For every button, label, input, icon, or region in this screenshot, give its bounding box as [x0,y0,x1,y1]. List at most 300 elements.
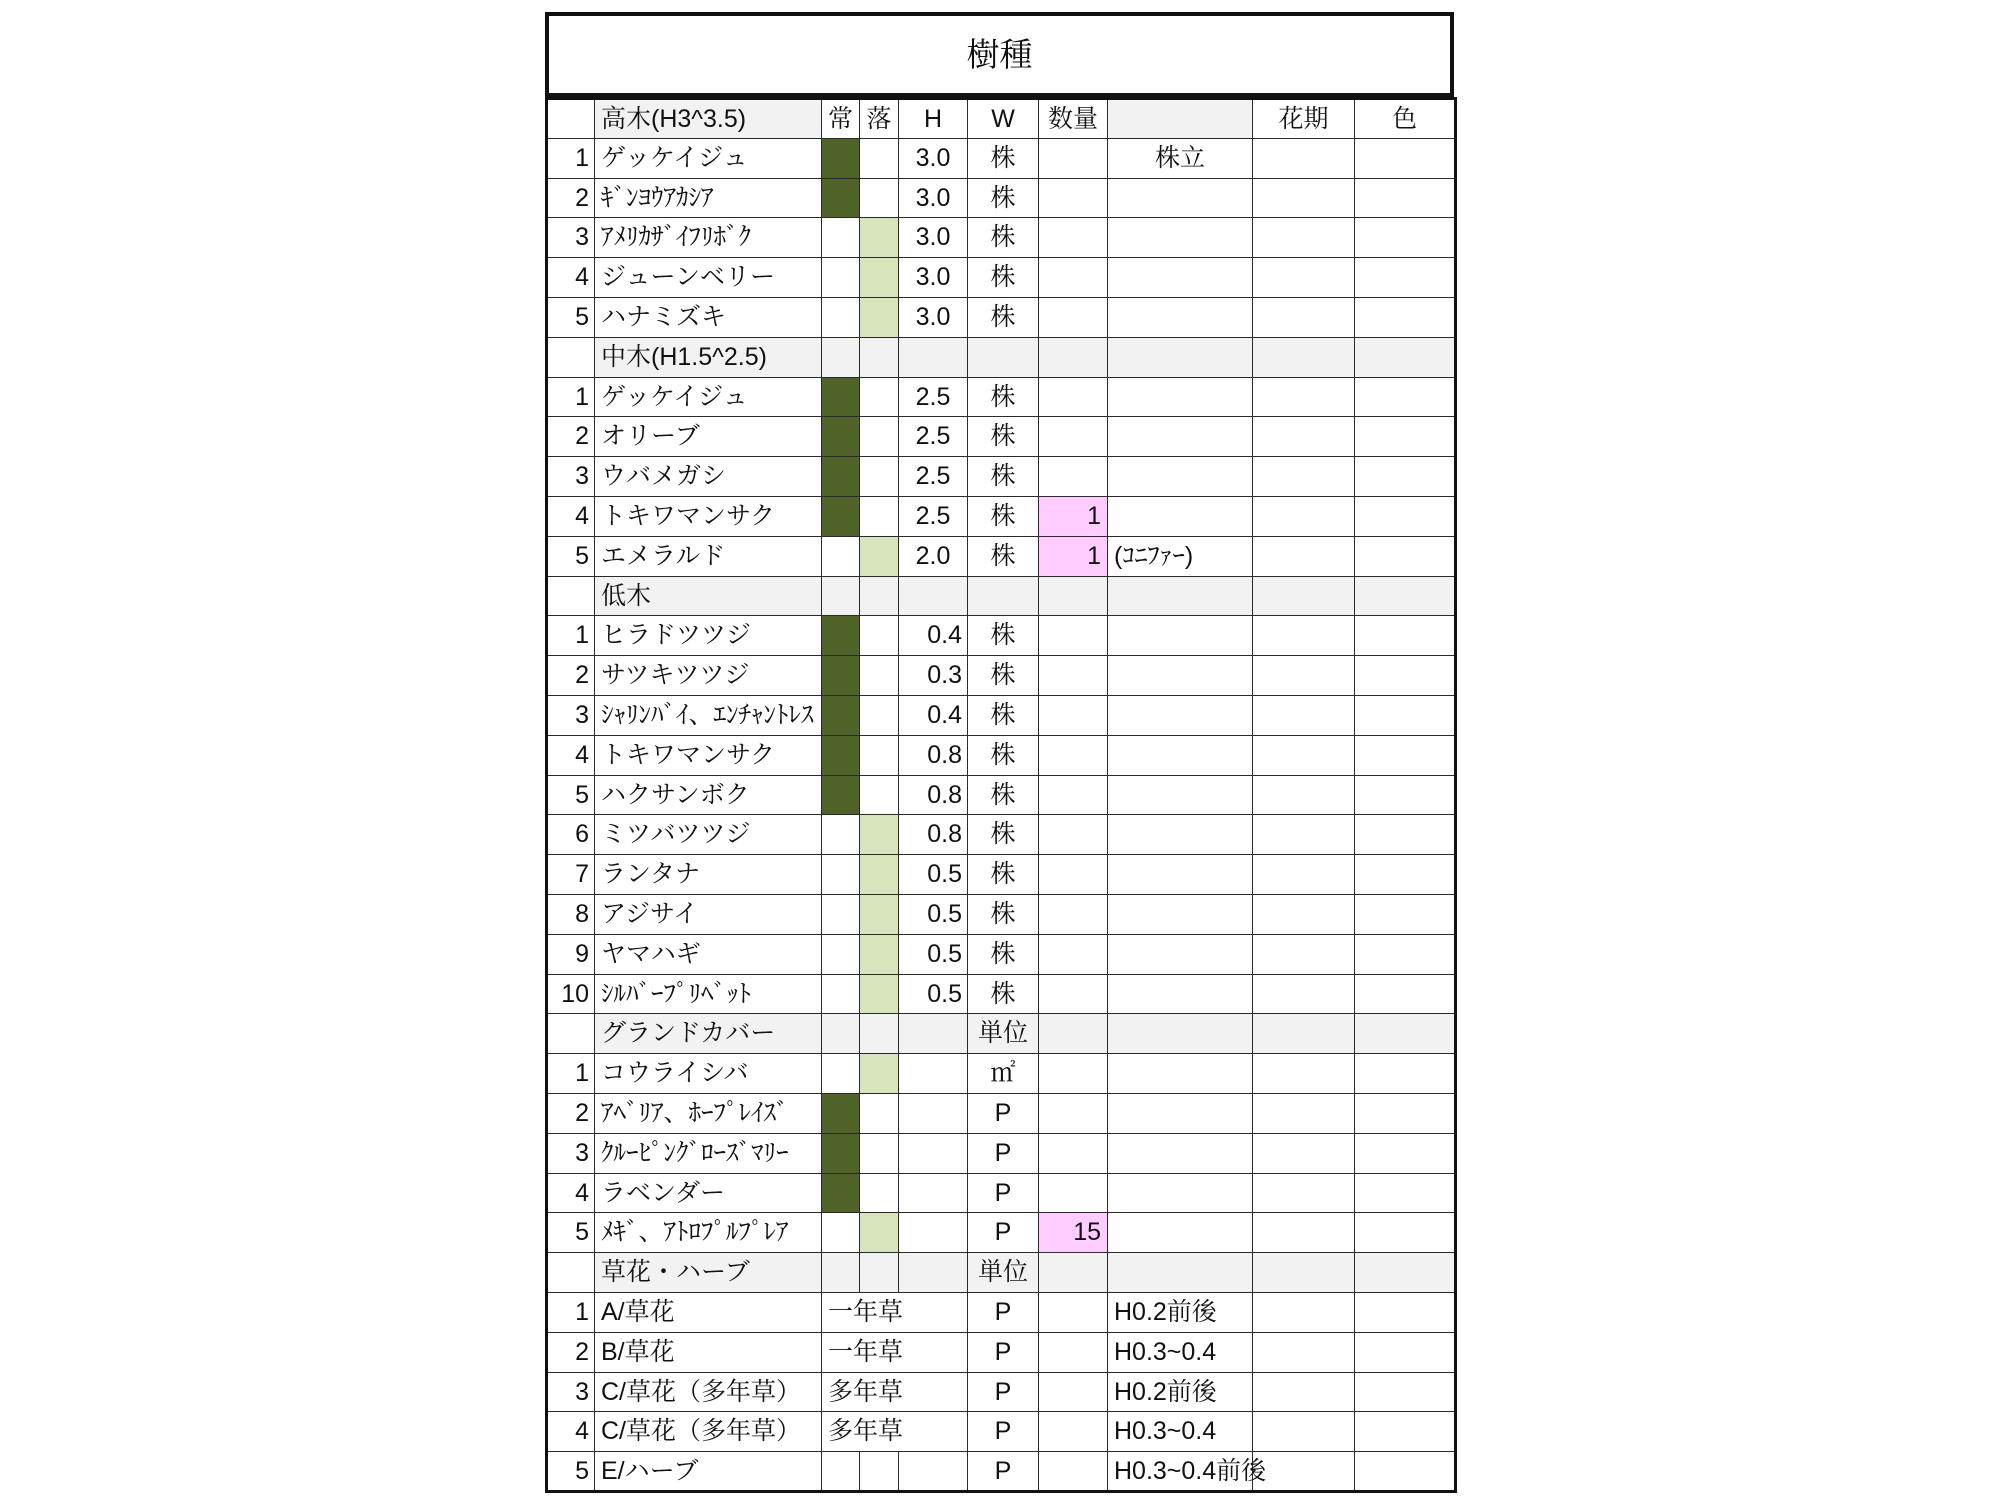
plant-name: B/草花 [595,1332,822,1372]
unit-value: P [968,1452,1039,1492]
evergreen-marker [822,695,860,735]
unit-value: 株 [968,138,1039,178]
note-value [1108,616,1253,656]
deciduous-marker [860,496,899,536]
note-value: (ｺﾆﾌｧｰ) [1108,536,1253,576]
unit-value: 株 [968,616,1039,656]
unit-value: 株 [968,775,1039,815]
row-number: 3 [547,695,595,735]
section-label: 草花・ハーブ [595,1253,822,1293]
plant-name: トキワマンサク [595,735,822,775]
column-header-row [547,99,1456,139]
row-number: 4 [547,735,595,775]
evergreen-marker [822,258,860,298]
color-cell [1355,815,1456,855]
deciduous-marker [860,417,899,457]
unit-value: 株 [968,735,1039,775]
unit-value: P [968,1292,1039,1332]
height-value: 0.4 [899,695,968,735]
plant-name: E/ハーブ [595,1452,822,1492]
bloom-cell [1253,1452,1355,1492]
plant-name: A/草花 [595,1292,822,1332]
plant-row [547,775,1456,815]
deciduous-marker [860,457,899,497]
note-value [1108,1173,1253,1213]
bloom-cell [1253,656,1355,696]
plant-row [547,1332,1456,1372]
height-cell [899,337,968,377]
note-value [1108,417,1253,457]
deciduous-cell [860,1014,899,1054]
quantity-value [1039,457,1108,497]
height-value [899,1054,968,1094]
plant-name: コウライシバ [595,1054,822,1094]
deciduous-column-header: 落 [860,99,899,139]
bloom-cell [1253,1412,1355,1452]
note-value [1108,1213,1253,1253]
quantity-value [1039,1412,1108,1452]
row-number: 4 [547,1173,595,1213]
color-cell [1355,377,1456,417]
plant-row [547,1054,1456,1094]
unit-value: ㎡ [968,1054,1039,1094]
row-number: 4 [547,1412,595,1452]
height-value: 2.5 [899,377,968,417]
note-value [1108,695,1253,735]
note-value [1108,1054,1253,1094]
height-value: 0.8 [899,735,968,775]
row-number: 2 [547,178,595,218]
quantity-value [1039,218,1108,258]
plant-row [547,258,1456,298]
plant-name: ﾒｷﾞ、ｱﾄﾛﾌﾟﾙﾌﾟﾚｱ [595,1213,822,1253]
row-number: 2 [547,1332,595,1372]
bloom-cell [1253,1332,1355,1372]
bloom-cell [1253,138,1355,178]
deciduous-marker [860,974,899,1014]
section-header-row [547,576,1456,616]
bloom-cell [1253,297,1355,337]
bloom-cell [1253,218,1355,258]
quantity-value [1039,258,1108,298]
section-label: 低木 [595,576,822,616]
unit-column-header: 単位 [968,1014,1039,1054]
evergreen-cell [822,337,860,377]
row-number-cell [547,337,595,377]
plant-name: トキワマンサク [595,496,822,536]
bloom-cell [1253,775,1355,815]
deciduous-marker [860,258,899,298]
quantity-value [1039,1173,1108,1213]
bloom-cell [1253,616,1355,656]
color-cell [1355,178,1456,218]
evergreen-marker [822,1213,860,1253]
quantity-cell [1039,337,1108,377]
plant-row [547,218,1456,258]
unit-column-header: 単位 [968,1253,1039,1293]
unit-value: P [968,1133,1039,1173]
unit-value: P [968,1372,1039,1412]
deciduous-marker [860,1213,899,1253]
note-value [1108,377,1253,417]
row-number: 5 [547,536,595,576]
deciduous-marker [860,1054,899,1094]
height-value: 2.5 [899,417,968,457]
deciduous-marker [860,934,899,974]
height-value: 0.8 [899,775,968,815]
color-cell [1355,337,1456,377]
height-value: 0.8 [899,815,968,855]
plant-row [547,377,1456,417]
row-number: 2 [547,417,595,457]
plant-row [547,815,1456,855]
height-value: 0.3 [899,656,968,696]
plant-table [545,97,1457,1493]
note-value [1108,1093,1253,1133]
quantity-value [1039,417,1108,457]
unit-value: 株 [968,258,1039,298]
plant-row [547,1452,1456,1492]
unit-value: 株 [968,656,1039,696]
row-number: 9 [547,934,595,974]
evergreen-marker [822,815,860,855]
height-value: 0.5 [899,974,968,1014]
deciduous-marker [860,656,899,696]
deciduous-marker [860,815,899,855]
evergreen-marker [822,297,860,337]
evergreen-marker [822,934,860,974]
row-number-cell [547,576,595,616]
plant-row [547,855,1456,895]
color-cell [1355,258,1456,298]
bloom-cell [1253,1093,1355,1133]
row-number: 3 [547,1133,595,1173]
plant-row [547,417,1456,457]
evergreen-marker [822,616,860,656]
note-value [1108,815,1253,855]
color-cell [1355,656,1456,696]
color-cell [1355,1253,1456,1293]
deciduous-marker [860,616,899,656]
color-cell [1355,1372,1456,1412]
height-value: 3.0 [899,258,968,298]
plant-name: ラベンダー [595,1173,822,1213]
evergreen-marker [822,138,860,178]
color-cell [1355,417,1456,457]
plant-name: ヒラドツツジ [595,616,822,656]
color-cell [1355,855,1456,895]
bloom-cell [1253,377,1355,417]
height-value: 3.0 [899,218,968,258]
row-number: 3 [547,457,595,497]
evergreen-marker [822,1173,860,1213]
quantity-value: 1 [1039,496,1108,536]
deciduous-marker [860,138,899,178]
row-number: 2 [547,656,595,696]
note-value [1108,297,1253,337]
color-cell [1355,297,1456,337]
bloom-cell [1253,815,1355,855]
plant-name: C/草花（多年草） [595,1412,822,1452]
evergreen-marker [822,1452,860,1492]
height-value: 2.5 [899,457,968,497]
height-value [899,1093,968,1133]
plant-row [547,974,1456,1014]
plant-row [547,138,1456,178]
unit-value: 株 [968,218,1039,258]
row-number: 5 [547,1452,595,1492]
deciduous-marker [860,1452,899,1492]
quantity-value [1039,934,1108,974]
bloom-cell [1253,576,1355,616]
unit-value: 株 [968,815,1039,855]
note-value [1108,974,1253,1014]
bloom-cell [1253,536,1355,576]
note-cell [1108,1253,1253,1293]
note-value [1108,934,1253,974]
plant-name: ゲッケイジュ [595,138,822,178]
evergreen-marker [822,974,860,1014]
plant-row [547,1133,1456,1173]
color-cell [1355,576,1456,616]
bloom-column-header: 花期 [1253,99,1355,139]
deciduous-cell [860,576,899,616]
plant-name: オリーブ [595,417,822,457]
plant-name: ジューンベリー [595,258,822,298]
note-value: H0.3~0.4前後 [1108,1452,1253,1492]
quantity-value [1039,1054,1108,1094]
plant-type: 一年草 [822,1292,968,1332]
plant-row [547,1213,1456,1253]
color-cell [1355,934,1456,974]
deciduous-cell [860,337,899,377]
unit-value: P [968,1332,1039,1372]
plant-type: 多年草 [822,1412,968,1452]
plant-row [547,1372,1456,1412]
deciduous-marker [860,1133,899,1173]
unit-value: 株 [968,457,1039,497]
note-value [1108,178,1253,218]
plant-name: ミツバツツジ [595,815,822,855]
row-number: 5 [547,1213,595,1253]
color-cell [1355,218,1456,258]
plant-row [547,1173,1456,1213]
evergreen-marker [822,894,860,934]
unit-value: 株 [968,695,1039,735]
plant-row [547,536,1456,576]
bloom-cell [1253,1054,1355,1094]
unit-value: P [968,1213,1039,1253]
color-cell [1355,616,1456,656]
plant-row [547,1093,1456,1133]
width-column-header: W [968,99,1039,139]
plant-type: 多年草 [822,1372,968,1412]
color-cell [1355,1133,1456,1173]
deciduous-marker [860,894,899,934]
unit-value: P [968,1173,1039,1213]
note-value [1108,735,1253,775]
color-cell [1355,1014,1456,1054]
plant-row [547,297,1456,337]
note-value [1108,496,1253,536]
plant-name: エメラルド [595,536,822,576]
color-cell [1355,1213,1456,1253]
note-value [1108,775,1253,815]
color-column-header: 色 [1355,99,1456,139]
sheet-title: 樹種 [966,36,1033,73]
row-number: 8 [547,894,595,934]
color-cell [1355,1412,1456,1452]
color-cell [1355,1292,1456,1332]
unit-column-header [968,576,1039,616]
quantity-value [1039,1093,1108,1133]
height-value: 3.0 [899,178,968,218]
evergreen-cell [822,1253,860,1293]
plant-name: C/草花（多年草） [595,1372,822,1412]
deciduous-cell [860,1253,899,1293]
deciduous-marker [860,775,899,815]
bloom-cell [1253,178,1355,218]
bloom-cell [1253,695,1355,735]
height-value: 0.5 [899,855,968,895]
unit-value: P [968,1093,1039,1133]
bloom-cell [1253,894,1355,934]
bloom-cell [1253,1014,1355,1054]
unit-value: 株 [968,894,1039,934]
unit-value: 株 [968,536,1039,576]
evergreen-cell [822,1014,860,1054]
row-number: 6 [547,815,595,855]
quantity-value [1039,815,1108,855]
color-cell [1355,1093,1456,1133]
unit-column-header [968,337,1039,377]
deciduous-marker [860,1093,899,1133]
plant-name: ｸﾙｰﾋﾟﾝｸﾞﾛｰｽﾞﾏﾘｰ [595,1133,822,1173]
evergreen-marker [822,218,860,258]
row-number-cell [547,99,595,139]
quantity-value: 1 [1039,536,1108,576]
section-header-row [547,337,1456,377]
row-number: 4 [547,258,595,298]
unit-value: 株 [968,974,1039,1014]
note-value [1108,1133,1253,1173]
height-cell [899,1014,968,1054]
section-header-row [547,1253,1456,1293]
section-label: グランドカバー [595,1014,822,1054]
quantity-value [1039,1452,1108,1492]
plant-row [547,457,1456,497]
note-value [1108,218,1253,258]
row-number: 3 [547,1372,595,1412]
plant-name: ハナミズキ [595,297,822,337]
plant-name: ヤマハギ [595,934,822,974]
color-cell [1355,138,1456,178]
note-cell [1108,576,1253,616]
note-value [1108,894,1253,934]
note-cell [1108,337,1253,377]
bloom-cell [1253,934,1355,974]
evergreen-marker [822,496,860,536]
quantity-value [1039,974,1108,1014]
row-number: 4 [547,496,595,536]
height-cell [899,576,968,616]
note-cell [1108,1014,1253,1054]
row-number: 5 [547,297,595,337]
unit-value: 株 [968,855,1039,895]
deciduous-marker [860,855,899,895]
height-value: 2.5 [899,496,968,536]
evergreen-cell [822,576,860,616]
deciduous-marker [860,297,899,337]
bloom-cell [1253,735,1355,775]
bloom-cell [1253,1213,1355,1253]
quantity-column-header: 数量 [1039,99,1108,139]
color-cell [1355,536,1456,576]
color-cell [1355,1054,1456,1094]
bloom-cell [1253,496,1355,536]
unit-value: 株 [968,297,1039,337]
deciduous-marker [860,695,899,735]
plant-name: ゲッケイジュ [595,377,822,417]
row-number: 7 [547,855,595,895]
section-header-row [547,1014,1456,1054]
row-number: 1 [547,377,595,417]
height-value [899,1133,968,1173]
deciduous-marker [860,218,899,258]
height-value: 0.5 [899,894,968,934]
bloom-cell [1253,1133,1355,1173]
quantity-value [1039,695,1108,735]
plant-row [547,1412,1456,1452]
height-value [899,1173,968,1213]
note-value: 株立 [1108,138,1253,178]
plant-table-body [547,99,1456,1492]
note-value: H0.3~0.4 [1108,1412,1253,1452]
unit-value: 株 [968,496,1039,536]
height-column-header: H [899,99,968,139]
quantity-cell [1039,1014,1108,1054]
note-value: H0.3~0.4 [1108,1332,1253,1372]
evergreen-marker [822,377,860,417]
bloom-cell [1253,457,1355,497]
title-box [545,12,1454,98]
evergreen-marker [822,457,860,497]
quantity-value: 15 [1039,1213,1108,1253]
bloom-cell [1253,1292,1355,1332]
unit-value: 株 [968,934,1039,974]
plant-name: ｼﾙﾊﾞｰﾌﾟﾘﾍﾞｯﾄ [595,974,822,1014]
section-label: 中木(H1.5^2.5) [595,337,822,377]
plant-row [547,178,1456,218]
plant-row [547,496,1456,536]
row-number: 1 [547,1292,595,1332]
height-value: 3.0 [899,138,968,178]
plant-row [547,616,1456,656]
quantity-value [1039,1292,1108,1332]
row-number: 10 [547,974,595,1014]
height-value [899,1452,968,1492]
deciduous-marker [860,178,899,218]
color-cell [1355,775,1456,815]
quantity-value [1039,735,1108,775]
plant-name: サツキツツジ [595,656,822,696]
plant-name: ハクサンボク [595,775,822,815]
deciduous-marker [860,735,899,775]
color-cell [1355,1332,1456,1372]
plant-row [547,735,1456,775]
height-value: 0.4 [899,616,968,656]
note-value: H0.2前後 [1108,1292,1253,1332]
